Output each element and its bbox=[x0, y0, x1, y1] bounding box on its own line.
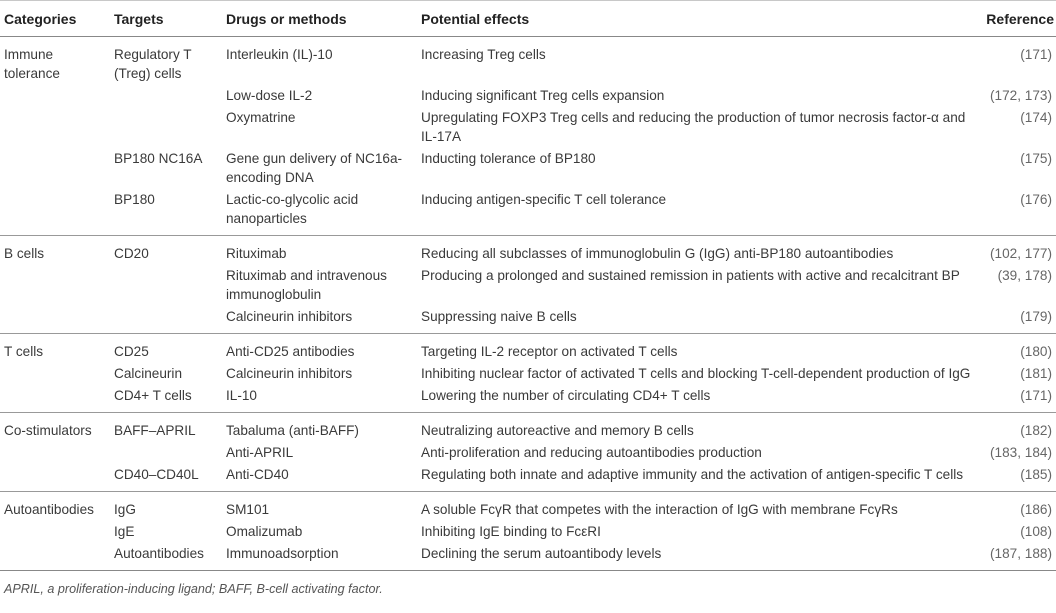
cell-drug: Anti-CD40 bbox=[226, 467, 289, 482]
table-row bbox=[0, 187, 1056, 236]
cell-reference: (171) bbox=[1020, 388, 1052, 403]
cell-effect: Reducing all subclasses of immunoglobulin G (IgG) anti-BP180 autoantibodies bbox=[417, 236, 981, 264]
cell-target bbox=[110, 263, 222, 304]
table-row bbox=[0, 413, 1056, 441]
cell-category bbox=[0, 383, 110, 413]
cell-target: CD25 bbox=[110, 334, 222, 362]
table-row bbox=[0, 37, 1056, 84]
table-row bbox=[0, 236, 1056, 264]
table-row bbox=[0, 541, 1056, 570]
cell-reference: (186) bbox=[981, 492, 1056, 520]
cell-effect: Inhibiting nuclear factor of activated T cells and blocking T-cell-dependent production of IgG bbox=[421, 366, 971, 381]
cell-target: BAFF–APRIL bbox=[110, 413, 222, 441]
cell-drug: Anti-CD25 antibodies bbox=[222, 334, 417, 362]
cell-drug: Calcineurin inhibitors bbox=[226, 366, 353, 381]
cell-effect: Producing a prolonged and sustained remission in patients with active and recalcitrant BP bbox=[421, 268, 960, 283]
cell-effect: Upregulating FOXP3 Treg cells and reducing the production of tumor necrosis factor-α and IL-17A bbox=[421, 110, 966, 144]
table-row bbox=[0, 440, 1056, 462]
table-row bbox=[0, 146, 1056, 187]
cell-reference: (185) bbox=[1020, 467, 1052, 482]
cell-reference: (176) bbox=[1020, 192, 1052, 207]
cell-reference: (181) bbox=[1020, 366, 1052, 381]
table-body bbox=[0, 37, 1056, 571]
cell-category bbox=[0, 146, 110, 187]
cell-category bbox=[0, 519, 110, 541]
cell-effect: Inhibiting IgE binding to FcεRI bbox=[421, 524, 601, 539]
cell-reference: (102, 177) bbox=[981, 236, 1056, 264]
cell-target: IgG bbox=[110, 492, 222, 520]
cell-target bbox=[110, 304, 222, 334]
cell-drug: SM101 bbox=[222, 492, 417, 520]
cell-drug: Calcineurin inhibitors bbox=[226, 309, 353, 324]
cell-category bbox=[0, 83, 110, 105]
cell-target: Autoantibodies bbox=[114, 546, 204, 561]
table-row bbox=[0, 83, 1056, 105]
table-row bbox=[0, 263, 1056, 304]
table-row bbox=[0, 334, 1056, 362]
cell-category: Immune tolerance bbox=[4, 47, 60, 81]
cell-drug: IL-10 bbox=[226, 388, 257, 403]
cell-effect: Inducing significant Treg cells expansion bbox=[421, 88, 665, 103]
cell-category bbox=[0, 187, 110, 236]
cell-drug: Interleukin (IL)-10 bbox=[226, 47, 333, 62]
table-row bbox=[0, 304, 1056, 334]
cell-drug: Oxymatrine bbox=[226, 110, 296, 125]
cell-drug: Gene gun delivery of NC16a-encoding DNA bbox=[226, 151, 403, 185]
cell-drug: Omalizumab bbox=[226, 524, 303, 539]
table-header-row bbox=[0, 1, 1056, 37]
cell-target bbox=[110, 440, 222, 462]
cell-effect: Inducting tolerance of BP180 bbox=[421, 151, 596, 166]
cell-effect: Anti-proliferation and reducing autoantibodies production bbox=[421, 445, 762, 460]
table-row bbox=[0, 492, 1056, 520]
cell-effect: Neutralizing autoreactive and memory B cells bbox=[417, 413, 981, 441]
cell-category: T cells bbox=[0, 334, 110, 362]
table-row bbox=[0, 361, 1056, 383]
cell-category bbox=[0, 541, 110, 570]
cell-category bbox=[0, 105, 110, 146]
cell-reference: (183, 184) bbox=[990, 445, 1052, 460]
cell-target bbox=[110, 83, 222, 105]
cell-reference: (187, 188) bbox=[990, 546, 1052, 561]
cell-effect: Targeting IL-2 receptor on activated T cells bbox=[417, 334, 981, 362]
cell-category bbox=[0, 263, 110, 304]
cell-target: CD40–CD40L bbox=[114, 467, 199, 482]
cell-target: Calcineurin bbox=[114, 366, 183, 381]
cell-drug: Lactic-co-glycolic acid nanoparticles bbox=[226, 192, 359, 226]
cell-category: Autoantibodies bbox=[0, 492, 110, 520]
cell-effect: Lowering the number of circulating CD4+ T cells bbox=[421, 388, 711, 403]
cell-category bbox=[0, 440, 110, 462]
cell-effect: Suppressing naive B cells bbox=[421, 309, 577, 324]
cell-drug: Rituximab bbox=[222, 236, 417, 264]
cell-effect: Increasing Treg cells bbox=[421, 47, 546, 62]
cell-reference: (39, 178) bbox=[997, 268, 1052, 283]
cell-target: Regulatory T (Treg) cells bbox=[114, 47, 192, 81]
cell-reference: (175) bbox=[1020, 151, 1052, 166]
cell-category bbox=[0, 462, 110, 492]
cell-reference: (182) bbox=[981, 413, 1056, 441]
cell-drug: Rituximab and intravenous immunoglobulin bbox=[226, 268, 387, 302]
cell-effect: Declining the serum autoantibody levels bbox=[421, 546, 662, 561]
cell-reference: (179) bbox=[1020, 309, 1052, 324]
header-targets: Targets bbox=[110, 1, 222, 37]
cell-target: BP180 bbox=[114, 192, 155, 207]
cell-target bbox=[110, 105, 222, 146]
cell-reference: (108) bbox=[1020, 524, 1052, 539]
header-effects: Potential effects bbox=[417, 1, 981, 37]
table-row bbox=[0, 462, 1056, 492]
cell-reference: (174) bbox=[1020, 110, 1052, 125]
cell-effect: Inducing antigen-specific T cell tolerance bbox=[421, 192, 667, 207]
table-row bbox=[0, 383, 1056, 413]
header-categories: Categories bbox=[0, 1, 110, 37]
cell-target: BP180 NC16A bbox=[114, 151, 203, 166]
cell-category bbox=[0, 361, 110, 383]
cell-effect: Regulating both innate and adaptive immunity and the activation of antigen-specific T cells bbox=[421, 467, 964, 482]
cell-drug: Immunoadsorption bbox=[226, 546, 339, 561]
cell-category: B cells bbox=[0, 236, 110, 264]
cell-drug: Anti-APRIL bbox=[226, 445, 294, 460]
header-reference: Reference bbox=[981, 1, 1056, 37]
cell-target: IgE bbox=[114, 524, 135, 539]
cell-target: CD20 bbox=[110, 236, 222, 264]
table-footnote: APRIL, a proliferation-inducing ligand; BAFF, B-cell activating factor. bbox=[4, 582, 383, 596]
cell-target: CD4+ T cells bbox=[114, 388, 192, 403]
cell-drug: Tabaluma (anti-BAFF) bbox=[222, 413, 417, 441]
table-row bbox=[0, 105, 1056, 146]
cell-category bbox=[0, 304, 110, 334]
table-row bbox=[0, 519, 1056, 541]
cell-effect: A soluble FcγR that competes with the interaction of IgG with membrane FcγRs bbox=[417, 492, 981, 520]
cell-category: Co-stimulators bbox=[0, 413, 110, 441]
header-drugs: Drugs or methods bbox=[222, 1, 417, 37]
cell-drug: Low-dose IL-2 bbox=[226, 88, 313, 103]
cell-reference: (171) bbox=[1020, 47, 1052, 62]
cell-reference: (180) bbox=[981, 334, 1056, 362]
cell-reference: (172, 173) bbox=[990, 88, 1052, 103]
